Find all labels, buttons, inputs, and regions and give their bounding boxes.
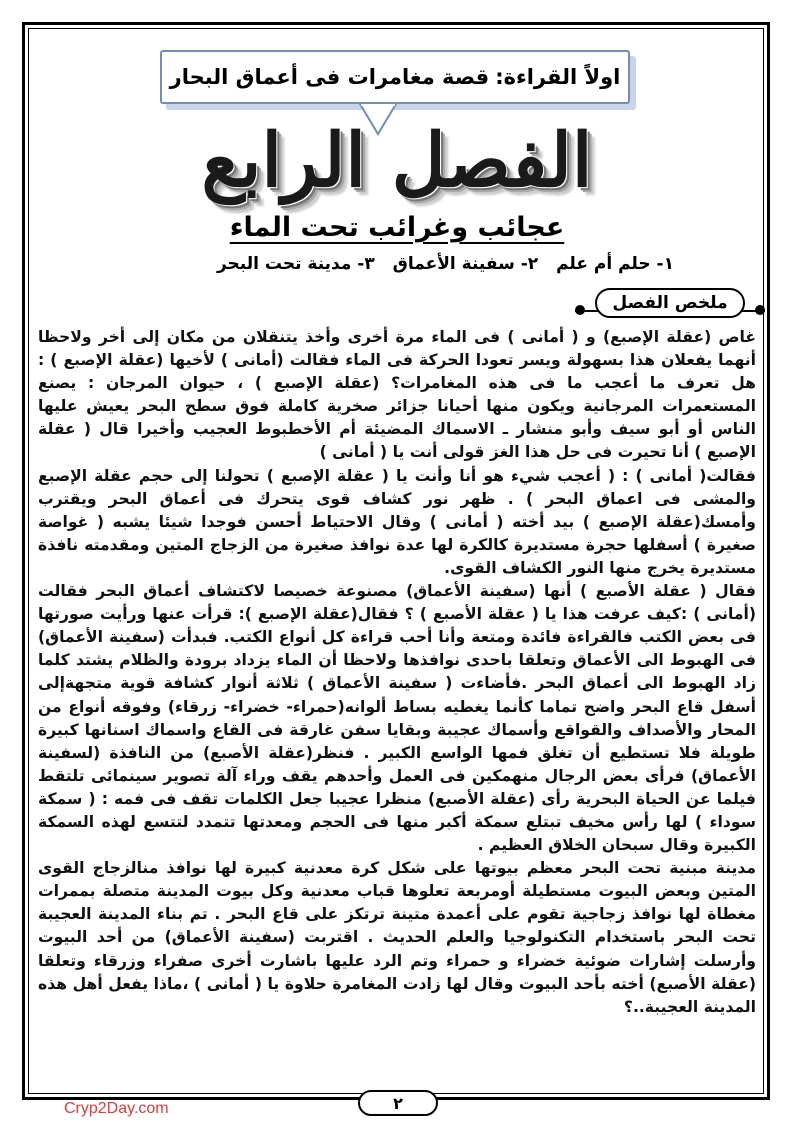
paragraph: مدينة مبنية تحت البحر معظم بيوتها على شكل كرة معدنية كبيرة لها نوافذ منالزجاج القوى المتين وبعض البيوت مستطيلة أومربعة تعلوها قباب معدنية وكل بيوت المدينة متصلة بممرات مغطاة لها نوافذ زجاجية تقوم على أعمدة متينة ترتكز على قاع البحر . تم بناء المدينة العجيبة تحت البحر باستخدام التكنولوجيا والعلم الحديث . اقتربت (سفينة الأعماق) من أحد البيوت وأرسلت إشارات ضوئية خضراء و حمراء وتم الرد عليها باشارت أخرى صفراء وزرقاء وتعلقا (عقلة الأصبع) أخته بأحد البيوت وقال لها زادت المغامرة حلاوة يا ( أمانى ) ،ماذا يفعل أهل هذه المدينة العجيبة..؟ bbox=[38, 859, 756, 1016]
paragraph: فقالت( أمانى ) : ( أعجب شيء هو أنا وأنت يا ( عقلة الإصبع ) تحولنا إلى حجم عقلة الإصبع والمشى فى اعماق البحر ) . ظهر نور كشاف قوى يتحرك فى أعماق البحر ويقترب وأمسك(عقلة الإصبع ) بيد أخته ( أمانى ) وقال الاحتياط أحسن فوجدا شيئا يشبه ( غواصة صغيرة ) أسفلها حجرة مستديرة كالكرة لها عدة نوافذ صغيرة من الزجاج المتين ومقدمته نافذة مستديرة يخرج منها النور الكشاف القوى. bbox=[38, 466, 756, 577]
paragraph: غاص (عقلة الإصبع) و ( أمانى ) فى الماء مرة أخرى وأخذ يتنقلان من مكان إلى أخر ولاحظا أنهما يفعلان هذا بسهولة ويسر تعودا الحركة فى الماء فقالت (أمانى ) لأخيها (عقلة الإصبع ) : هل تعرف ما أعجب ما فى هذه المغامرات؟ (عقلة الإصبع ) ، حيوان المرجان : يصنع المستعمرات المرجانية ويكون منها أحيانا جزائر صخرية كاملة فوق سطح البحر يعيش عليها الناس أو أبو سيف وأبو منشار ـ الاسماك المضيئة أم الأخطبوط العجيب وأخيرا قال ( عقلة الإصبع ) أنا تحيرت فى حل هذا الغز قولى أنت يا ( أمانى ) bbox=[38, 328, 756, 462]
watermark: Cryp2Day.com bbox=[64, 1100, 169, 1117]
story-list bbox=[205, 254, 674, 274]
section-title: قصة مغامرات فى أعماق البحار bbox=[169, 65, 490, 89]
chapter-summary-text bbox=[38, 326, 756, 1076]
story-item: ١- حلم أم علم bbox=[556, 254, 674, 274]
dot-icon bbox=[755, 305, 765, 315]
summary-label: ملخص الفصل bbox=[595, 288, 745, 318]
chapter-subtitle: عجائب وغرائب تحت الماء bbox=[229, 212, 565, 243]
dot-icon bbox=[575, 305, 585, 315]
summary-badge bbox=[575, 288, 765, 320]
story-item: ٣- مدينة تحت البحر bbox=[216, 254, 375, 274]
section-label: اولاً القراءة: bbox=[495, 65, 621, 89]
chapter-title: الفصل الرابع bbox=[201, 118, 593, 204]
section-callout bbox=[160, 50, 630, 104]
page-number: ٢ bbox=[358, 1090, 438, 1116]
story-item: ٢- سفينة الأعماق bbox=[392, 254, 539, 274]
paragraph: فقال ( عقلة الأصبع ) أنها (سفينة الأعماق) مصنوعة خصيصا لاكتشاف أعماق البحر فقالت (أمانى ) :كيف عرفت هذا يا ( عقلة الأصبع ) ؟ فقال(عقلة الإصبع ): قرأت عنها ورأيت صورتها فى بعض الكتب فالقراءة فائدة ومتعة وأنا أحب قراءة كل أنواع الكتب. فبدأت (سفينة الأعماق) فى الهبوط الى الأعماق وتعلقا باحدى نوافذها ولاحظا أن الماء يزداد برودة والظلام يشتد كلما زاد الهبوط الى أعماق البحر .فأضاءت ( سفينة الأعماق ) ثلاثة أنوار كشافة قوية متجهةإلى أسفل قاع البحر واضح تماما كأنما يغطيه بساط ألوانه(حمراء- خضراء- زرقاء) وفوقه أنواع من المحار والأصداف والقواقع وأسماك عجيبة وبقايا سفن غارقة فى القاع واسماك اسنانها كبيرة طويلة فلا تستطيع أن تغلق فمها الواسع الكبير . فنظر(عقلة الأصبع) من النافذة (لسفينة الأعماق) فرأى بعض الرجال منهمكين فى العمل وأحدهم يقف وراء آلة تصوير سينمائى تلتقط فيلما عن الحياة البحرية رأى (عقلة الأصبع) منظرا عجيبا جعل الكلمات تقف فى فمه : ( سمكة سوداء ) لها رأس مخيف تبتلع سمكة أكبر منها فى الحجم ومعدتها تتمدد لتتسع لهذه السمكة الكبيرة وقال سبحان الخلاق العظيم . bbox=[38, 582, 756, 855]
